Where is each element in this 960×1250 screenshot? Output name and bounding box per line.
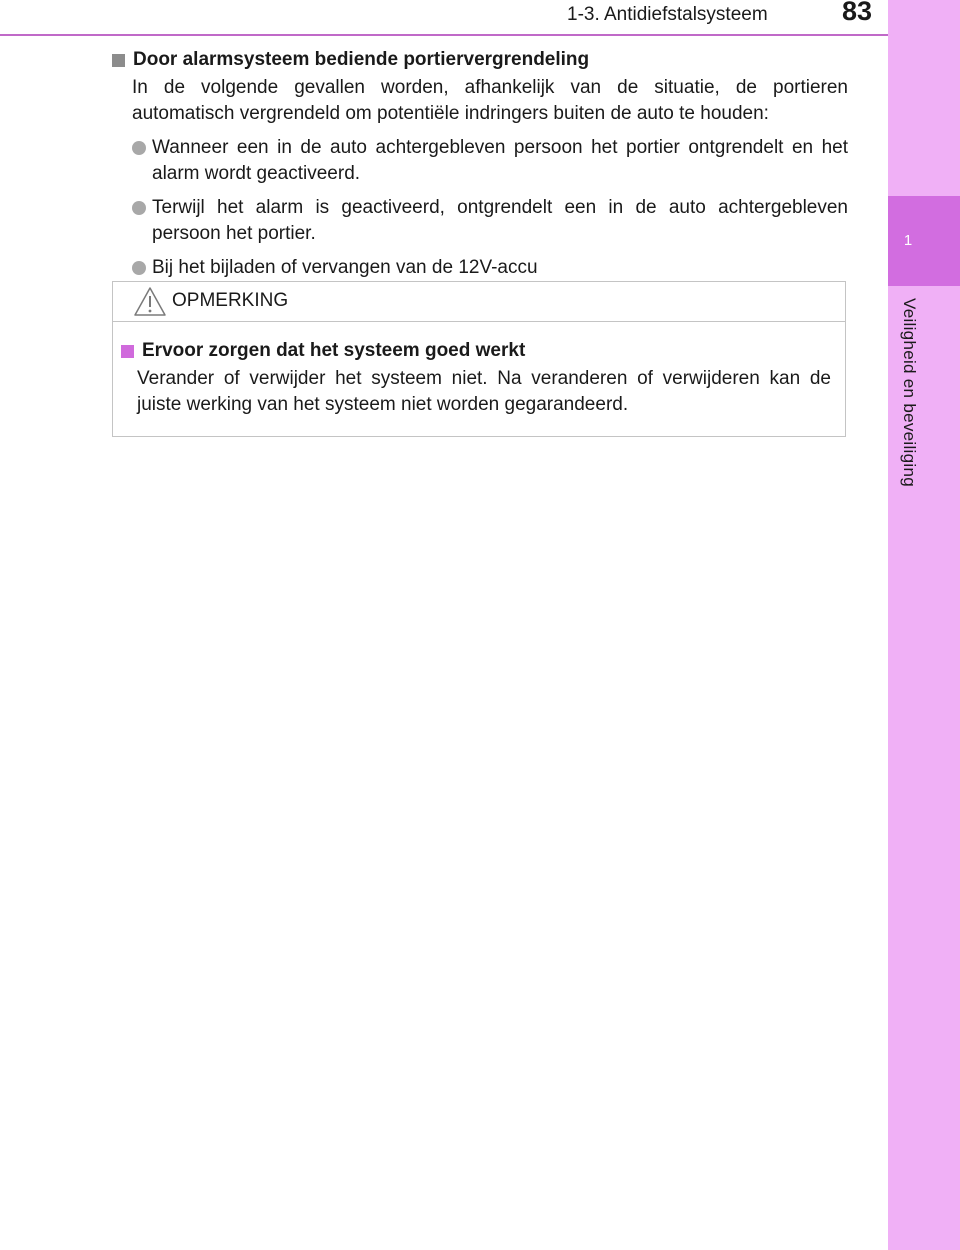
page-header: [0, 0, 888, 36]
notice-title: OPMERKING: [172, 290, 289, 311]
notice-heading: [121, 339, 831, 363]
chapter-title: 1-3. Antidiefstalsysteem: [567, 4, 768, 25]
list-item: [112, 255, 848, 281]
page-number: 83: [842, 0, 873, 26]
square-bullet-icon: [121, 345, 134, 358]
section-heading: [112, 48, 848, 72]
notice-header: [113, 282, 845, 322]
square-bullet-icon: [112, 54, 125, 67]
alarm-door-lock-section: [112, 48, 848, 281]
circle-bullet-icon: [132, 261, 146, 275]
circle-bullet-icon: [132, 201, 146, 215]
list-item: [112, 135, 848, 187]
notice-box: [112, 281, 846, 437]
notice-body: [113, 322, 845, 418]
list-item: [112, 195, 848, 247]
list-item-text: Terwijl het alarm is geactiveerd, ontgrendelt een in de auto achtergebleven persoon het portier.: [152, 197, 848, 244]
list-item-text: Bij het bijladen of vervangen van de 12V-accu: [152, 257, 538, 278]
chapter-side-tab: [888, 0, 960, 1250]
notice-text: Verander of verwijder het systeem niet. Na veranderen of verwijderen kan de juiste werking van het systeem niet worden gegarandeerd.: [137, 368, 831, 415]
circle-bullet-icon: [132, 141, 146, 155]
notice-heading-text: Ervoor zorgen dat het systeem goed werkt: [142, 340, 526, 361]
section-heading-text: Door alarmsysteem bediende portiervergrendeling: [133, 49, 590, 70]
header-divider: [0, 34, 888, 36]
chapter-tab-label: Veiligheid en beveiliging: [900, 298, 919, 487]
chapter-tab-number: 1: [903, 232, 913, 249]
section-intro: In de volgende gevallen worden, afhankelijk van de situatie, de portieren automatisch vergrendeld om potentiële indringers buiten de auto te houden:: [132, 77, 848, 124]
warning-triangle-icon: [133, 286, 167, 317]
list-item-text: Wanneer een in de auto achtergebleven persoon het portier ontgrendelt en het alarm wordt geactiveerd.: [152, 137, 848, 184]
